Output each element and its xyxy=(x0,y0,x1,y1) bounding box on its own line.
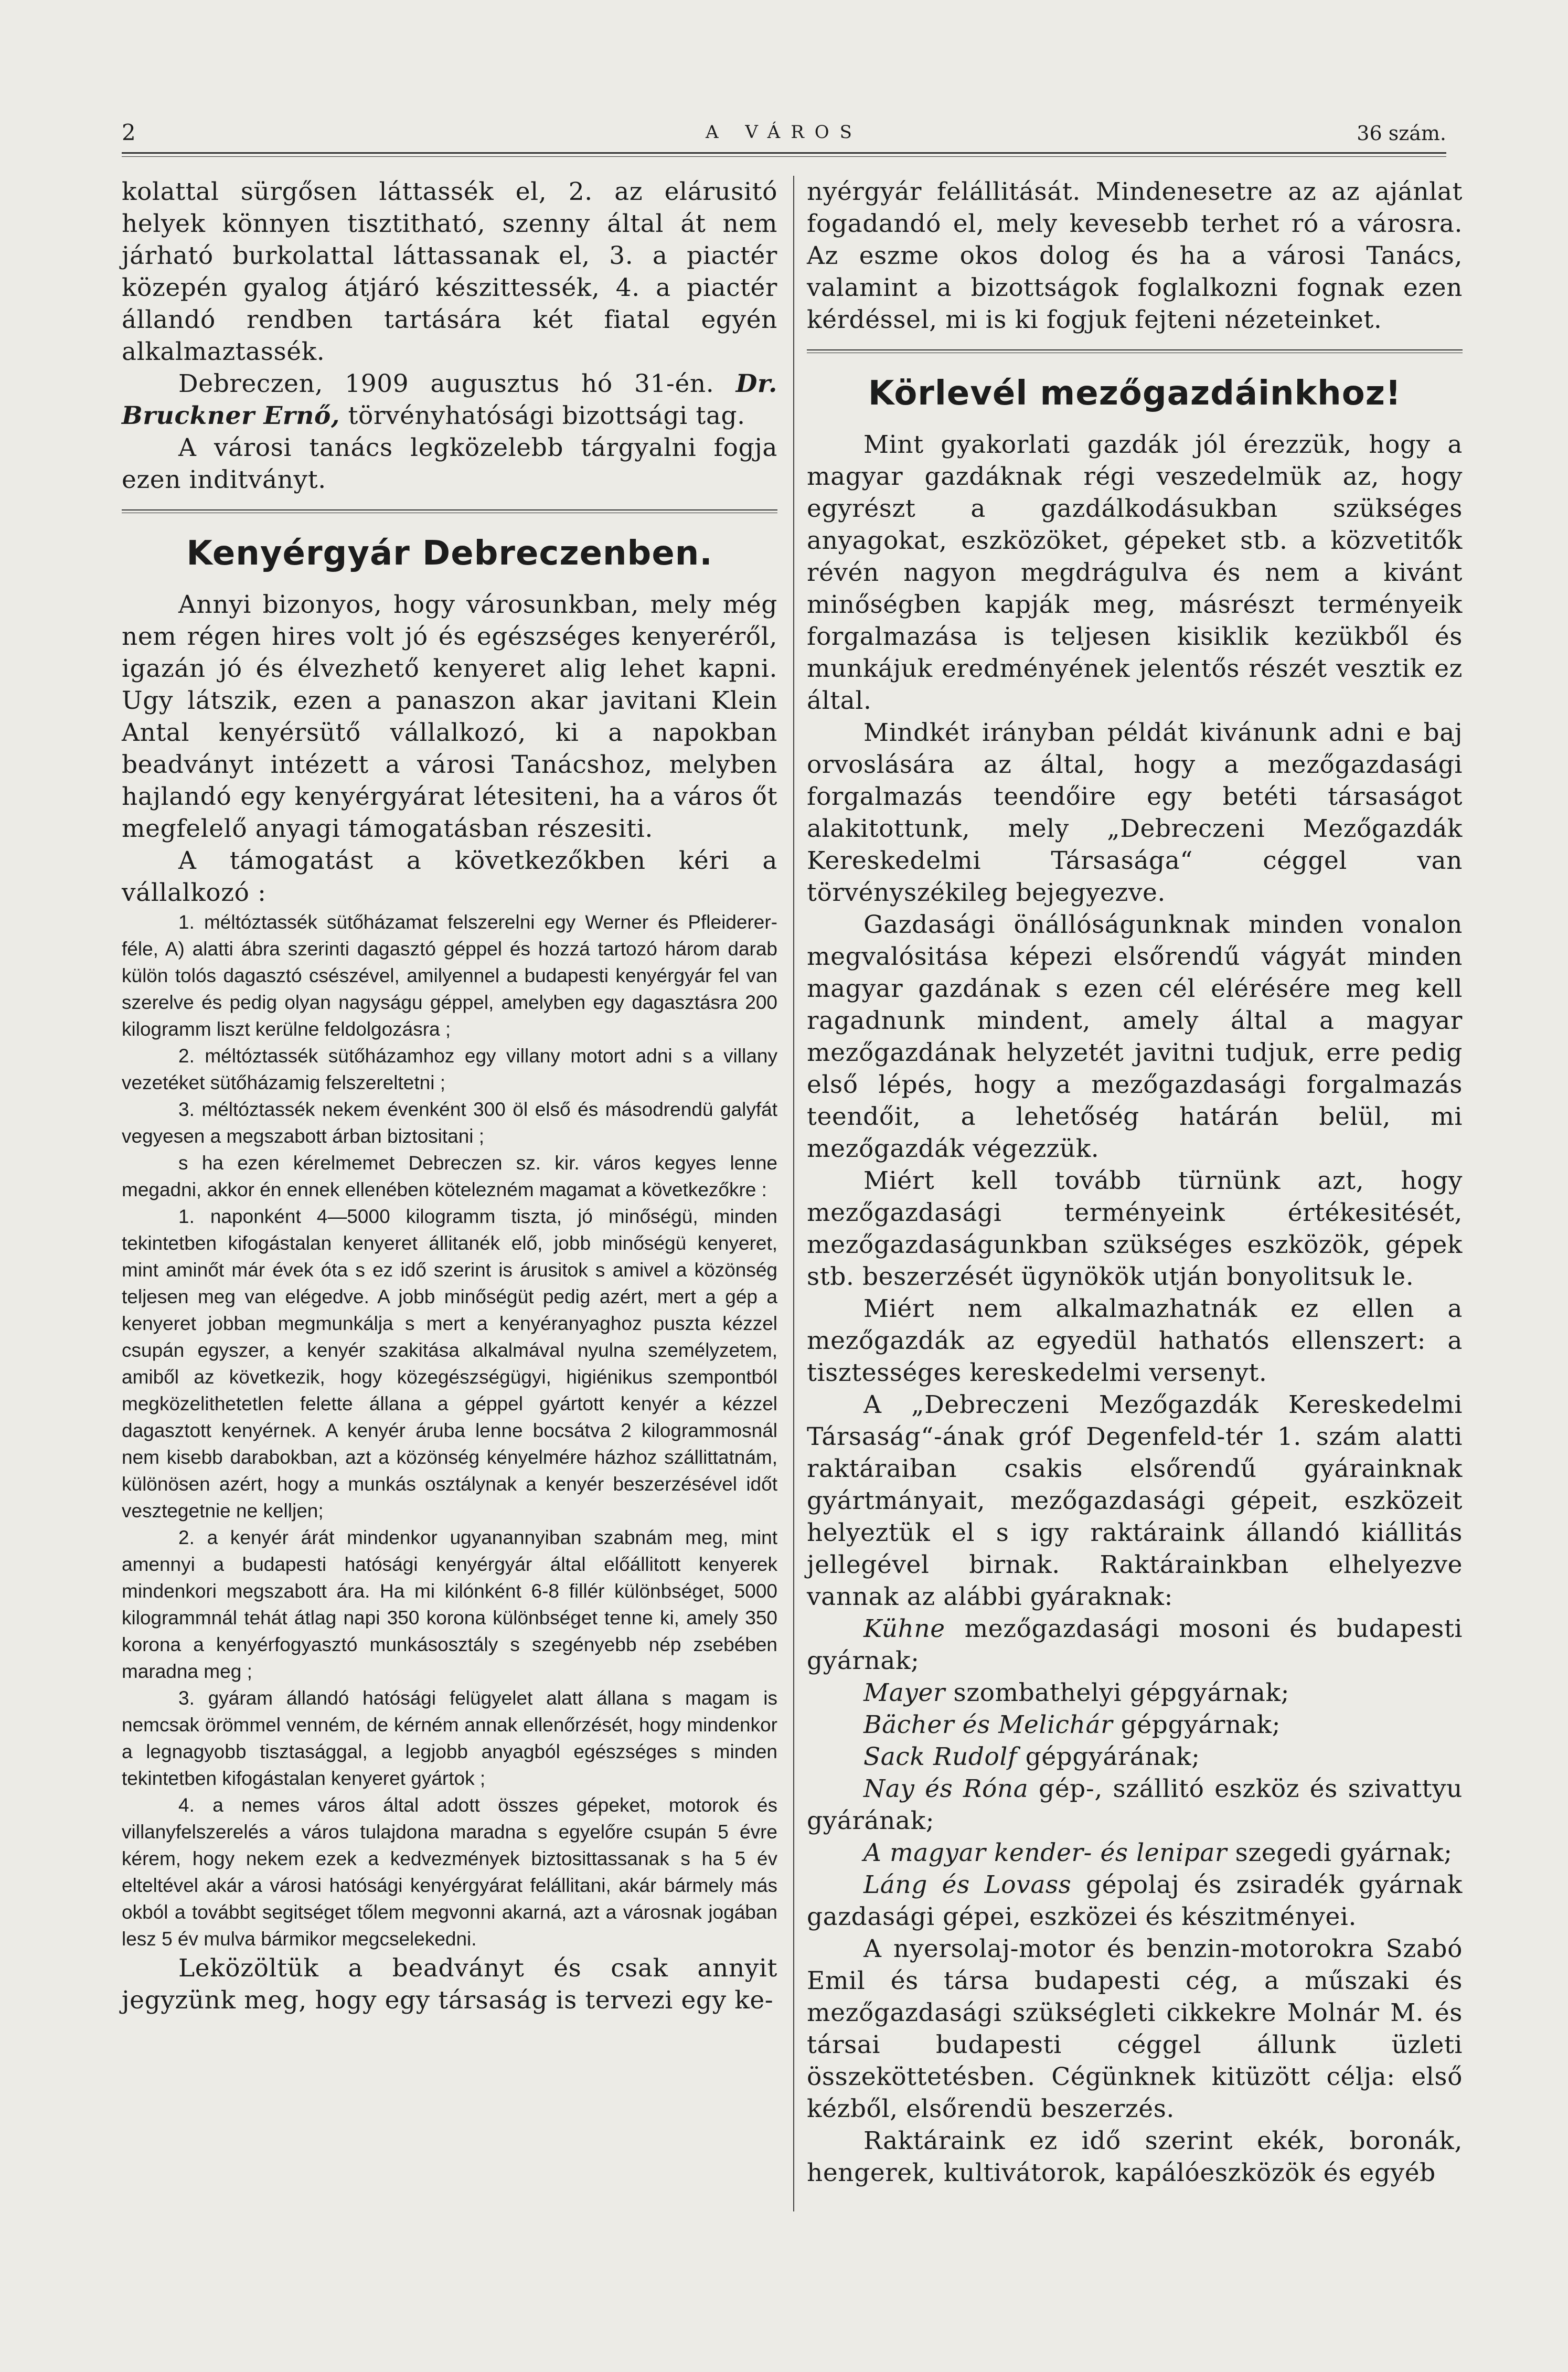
issue-number: 36 szám. xyxy=(1357,122,1446,145)
article-paragraph: Gazdasági önállóságunknak minden vonalon megvalósitása képezi elsőrendű vágyát minden magyar gazdának s ezen cél elérésére meg kell ragadnunk mindent, amely által a magyar mezőgazdának helyzetét javitni tudjuk, erre pedig első lépés, hogy a mezőgazdasági forgalmazás teendőit, a lehetőség határán belül, mi mezőgazdák végezzük. xyxy=(807,910,1463,1163)
factory-item: Láng és Lovass gépolaj és zsiradék gyárnak gazdasági gépei, eszközei és készitményei. xyxy=(807,1870,1463,1931)
masthead-title: A VÁROS xyxy=(706,122,862,143)
obligation-item: 4. a nemes város által adott összes gépeket, motorok és villanyfelszerelés a város tulajdona maradna s egyelőre csupán 5 évre kérem, hogy nekem ezek a kedvezmények biztosittassanak s ha 5 év elteltével akár a városi hatósági kenyérgyárat felállitani, akár bármely más okból a továbbt segitséget tőlem megvonni akarná, azt a városnak jogában lesz 5 év mulva bármikor megcselekedni. xyxy=(122,1794,777,1950)
motion-date: Debreczen, 1909 augusztus hó 31-én. xyxy=(178,369,714,398)
section-rule xyxy=(807,349,1463,353)
article-paragraph: Raktáraink ez idő szerint ekék, boronák, hengerek, kultivátorok, kapálóeszközök és egyéb xyxy=(807,2126,1463,2187)
motion-continuation: kolattal sürgősen láttassék el, 2. az elárusitó helyek könnyen tisztitható, szenny által át nem járható burkolattal láttassanak el, 3. a piactér közepén gyalog átjáró készittessék, 4. a piactér állandó rendben tartására két fiatal egyén alkalmaztassék. xyxy=(122,177,777,366)
left-column xyxy=(122,176,777,2016)
motion-signer: Dr. Bruckner Ernő, xyxy=(122,369,777,430)
obligation-item: 3. gyáram állandó hatósági felügyelet alatt állana s magam is nemcsak örömmel venném, de kérném annak ellenőrzését, hogy mindenkor a legnagyobb tisztasággal, a legjobb anyagból egészséges s minden tekintetben kifogástalan kenyeret gyártok ; xyxy=(122,1687,777,1789)
article-paragraph: Mint gyakorlati gazdák jól érezzük, hogy a magyar gazdáknak régi veszedelmük az, hogy egyrészt a gazdálkodásukban szükséges anyagokat, eszközöket, gépeket stb. a közvetitők révén nagyon megdrágulva és nem a kivánt minőségben kapják meg, másrészt terményeik forgalmazása is teljesen kisiklik kezükből és munkájuk eredményének jelentős részét vesztik ez által. xyxy=(807,430,1463,715)
article-paragraph: A támogatást a következőkben kéri a vállalkozó : xyxy=(122,846,777,907)
column-divider xyxy=(793,176,794,2211)
header-rule xyxy=(122,152,1446,157)
factory-item: A magyar kender- és lenipar szegedi gyárnak; xyxy=(863,1838,1453,1867)
factory-item: Mayer szombathelyi gépgyárnak; xyxy=(863,1678,1290,1707)
article-closing: Leközöltük a beadványt és csak annyit jegyzünk meg, hogy egy társaság is tervezi egy ke- xyxy=(122,1954,777,2015)
request-item: 3. méltóztassék nekem évenként 300 öl első és másodrendü galyfát vegyesen a megszabott árban biztositani ; xyxy=(122,1099,777,1147)
article-paragraph: Miért kell tovább türnünk azt, hogy mezőgazdasági terményeink értékesitését, mezőgazdaságunkban szükséges eszközök, gépek stb. beszerzését ügynökök utján bonyolitsuk le. xyxy=(807,1166,1463,1291)
article-headline-bakery: Kenyérgyár Debreczenben. xyxy=(186,534,713,573)
request-item: 2. méltóztassék sütőházamhoz egy villany motort adni s a villany vezetéket sütőházamig felszereltetni ; xyxy=(122,1045,777,1093)
page-number: 2 xyxy=(122,120,136,145)
bakery-continuation: nyérgyár felállitását. Mindenesetre az az ajánlat fogadandó el, mely kevesebb terhet ró a városra. Az eszme okos dolog és ha a városi Tanács, valamint a bizottságok foglalkozni fognak ezen kérdéssel, mi is ki fogjuk fejteni nézeteinket. xyxy=(807,177,1463,334)
article-paragraph: Annyi bizonyos, hogy városunkban, mely még nem régen hires volt jó és egészséges kenyeréről, igazán jó és élvezhető kenyeret alig lehet kapni. Ugy látszik, ezen a panaszon akar javitani Klein Antal kenyérsütő vállalkozó, ki a napokban beadványt intézett a városi Tanácshoz, melyben hajlandó egy kenyérgyárat létesiteni, ha a város őt megfelelő anyagi támogatásban részesiti. xyxy=(122,590,777,843)
factory-item: Nay és Róna gép-, szállitó eszköz és szivattyu gyárának; xyxy=(807,1774,1463,1835)
request-item: s ha ezen kérelmemet Debreczen sz. kir. város kegyes lenne megadni, akkor én ennek ellenében kötelezném magamat a következőkre : xyxy=(122,1152,777,1200)
motion-signer-role: törvényhatósági bizottsági tag. xyxy=(348,401,745,430)
motion-date-signature xyxy=(122,368,777,432)
article-paragraph: Mindkét irányban példát kivánunk adni e baj orvoslására az által, hogy a mezőgazdasági forgalmazás teendőire egy betéti társaságot alakitottunk, mely „Debreczeni Mezőgazdák Kereskedelmi Társasága“ céggel van törvényszékileg bejegyezve. xyxy=(807,718,1463,907)
article-headline-circular: Körlevél mezőgazdáinkhoz! xyxy=(868,374,1402,413)
request-item: 1. méltóztassék sütőházamat felszerelni egy Werner és Pfleiderer-féle, A) alatti ábra szerinti dagasztó géppel és hozzá tartozó három darab külön tolós dagasztó csészével, amilyennel a budapesti kenyérgyár fel van szerelve és pedig olyan nagyságu géppel, amelyben egy dagasztásra 200 kilogramm liszt kerülne feldolgozásra ; xyxy=(122,911,777,1040)
right-column xyxy=(807,176,1463,2189)
page-header xyxy=(122,114,1446,151)
obligation-item: 2. a kenyér árát mindenkor ugyanannyiban szabnám meg, mint amennyi a budapesti hatósági kenyérgyár által előállitott kenyerek mindenkori megszabott ára. Ha mi kilónként 6-8 fillér különbséget, 5000 kilogrammnál tehát átlag napi 350 korona különbséget tenne ki, amely 350 korona a kenyérfogyasztó munkásosztály s szegényebb nép zsebében maradna meg ; xyxy=(122,1527,777,1682)
obligation-item: 1. naponként 4—5000 kilogramm tiszta, jó minőségü, minden tekintetben kifogástalan kenyeret állitanék elő, jobb minőségü kenyeret, mint aminőt már évek óta s ez idő szerint is árusitok s amivel a közönség teljesen meg van elégedve. A jobb minőségüt pedig azért, mert a gép a kenyeret jobban megmunkálja s mert a kenyéranyaghoz puszta kézzel csupán egyszer, a kenyér szakitása alkalmával nyulna személyzetem, amiből az következik, hogy közegészségügyi, higiénikus szempontból megközelithetetlen felette állana a géppel gyártott kenyér a kézzel dagasztott kenyérnek. A kenyér áruba lenne bocsátva 2 kilogrammosnál nem kisebb darabokban, azt a közönség kényelmére házhoz szállittatnám, különösen azért, hogy a munkás osztálynak a kenyér beszerzésével időt vesztegetnie ne kelljen; xyxy=(122,1206,777,1522)
council-note: A városi tanács legközelebb tárgyalni fogja ezen inditványt. xyxy=(122,433,777,494)
factory-item: Bächer és Melichár gépgyárnak; xyxy=(863,1710,1281,1739)
factory-item: Sack Rudolf gépgyárának; xyxy=(863,1742,1200,1771)
factory-item: Kühne mezőgazdasági mosoni és budapesti gyárnak; xyxy=(807,1614,1463,1675)
article-paragraph: Miért nem alkalmazhatnák ez ellen a mezőgazdák az egyedül hathatós ellenszert: a tisztességes kereskedelmi versenyt. xyxy=(807,1294,1463,1387)
section-rule xyxy=(122,509,777,513)
article-paragraph: A nyersolaj-motor és benzin-motorokra Szabó Emil és társa budapesti cég, a műszaki és mezőgazdasági szükségleti cikkekre Molnár M. és társai budapesti céggel állunk üzleti összeköttetésben. Cégünknek kitüzött célja: első kézből, elsőrendü beszerzés. xyxy=(807,1934,1463,2123)
article-paragraph: A „Debreczeni Mezőgazdák Kereskedelmi Társaság“-ának gróf Degenfeld-tér 1. szám alatti raktáraiban csakis elsőrendű gyárainknak gyártmányait, mezőgazdasági gépeit, eszközeit helyeztük el s igy raktáraink állandó kiállitás jellegével birnak. Raktárainkban elhelyezve vannak az alábbi gyáraknak: xyxy=(807,1390,1463,1611)
